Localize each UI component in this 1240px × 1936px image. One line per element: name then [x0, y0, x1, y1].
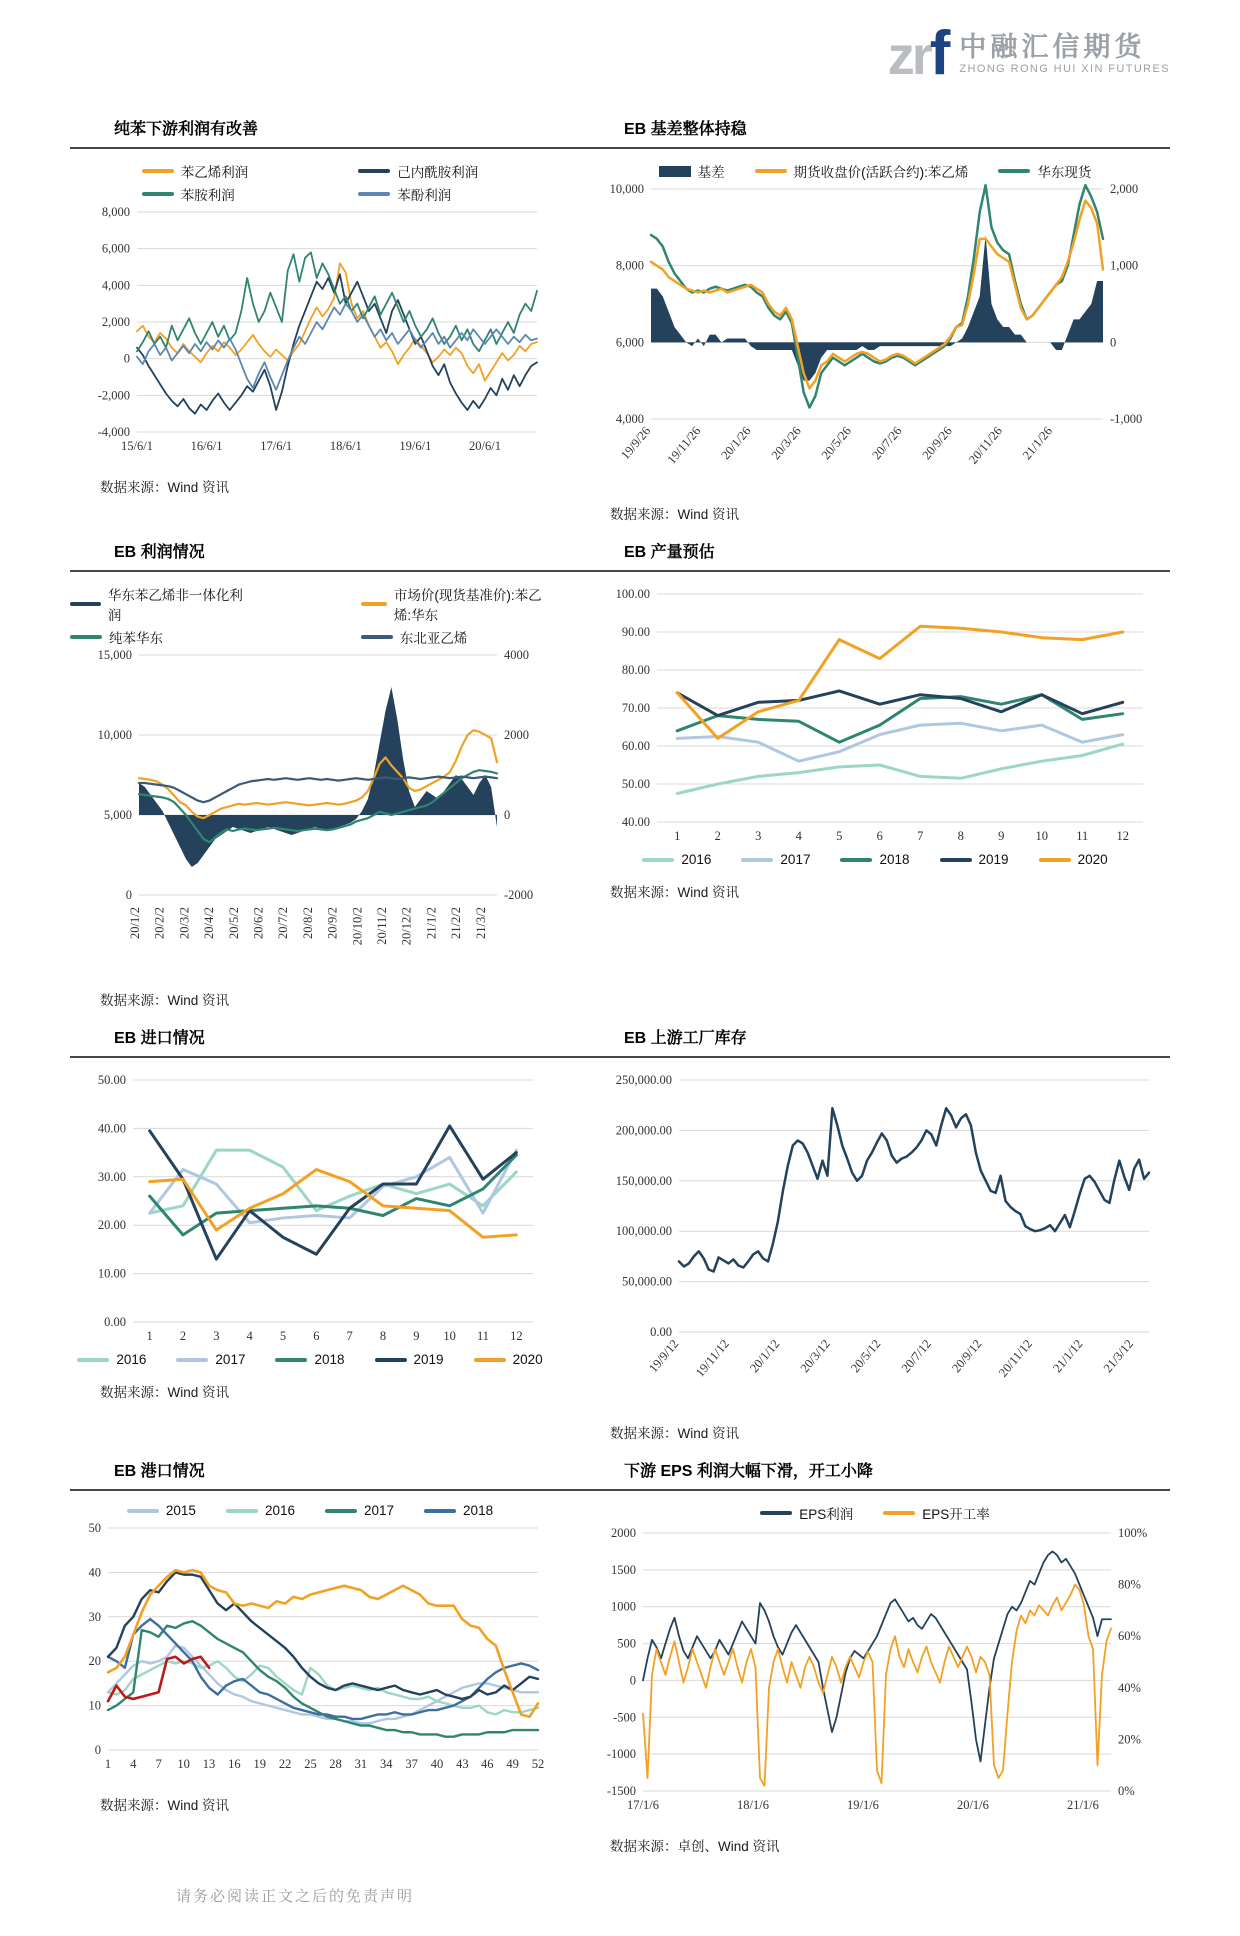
legend-label: 2016 [681, 852, 712, 867]
legend-label: 2020 [1077, 852, 1108, 867]
svg-text:5: 5 [279, 1329, 287, 1343]
legend-label: 2015 [165, 1503, 196, 1518]
svg-text:19/1/6: 19/1/6 [846, 1798, 879, 1812]
svg-text:19/11/26: 19/11/26 [664, 423, 704, 467]
svg-text:2: 2 [714, 829, 721, 843]
svg-text:16/6/1: 16/6/1 [190, 439, 223, 453]
svg-text:1: 1 [104, 1757, 112, 1771]
svg-text:-2000: -2000 [504, 888, 534, 902]
svg-text:0: 0 [125, 888, 132, 902]
data-source: 数据来源：Wind 资讯 [610, 885, 740, 900]
panel-eb-imports [70, 1066, 550, 1401]
svg-text:40.00: 40.00 [621, 815, 650, 829]
svg-text:50.00: 50.00 [621, 777, 650, 791]
legend-item [325, 1503, 394, 1518]
chart-title: EB 进口情况 [114, 1030, 205, 1047]
svg-text:15,000: 15,000 [97, 649, 132, 662]
chart-svg [585, 1525, 1165, 1817]
legend-label: 东北亚乙烯 [399, 631, 468, 646]
svg-text:20/2/2: 20/2/2 [152, 907, 167, 939]
legend-item [474, 1352, 543, 1367]
legend-swatch-icon [358, 169, 390, 173]
legend-label: 2018 [314, 1352, 345, 1367]
svg-text:0: 0 [1110, 335, 1117, 350]
svg-text:46: 46 [481, 1757, 494, 1771]
legend-label: 基差 [697, 165, 725, 180]
legend-label: 苯胺利润 [180, 188, 235, 203]
legend-label: EPS开工率 [922, 1507, 990, 1522]
legend-item [361, 627, 468, 647]
legend-label: 2019 [978, 852, 1009, 867]
svg-text:5,000: 5,000 [103, 808, 132, 822]
svg-text:1: 1 [146, 1329, 153, 1343]
legend-swatch-icon [998, 169, 1030, 173]
svg-text:7: 7 [155, 1757, 162, 1771]
svg-text:0%: 0% [1118, 1784, 1135, 1798]
legend-swatch-icon [127, 1509, 159, 1513]
svg-text:20/11/12: 20/11/12 [995, 1336, 1035, 1380]
panel-eps-profit-operating-rate [580, 1499, 1170, 1855]
legend-label: 2017 [364, 1503, 395, 1518]
title-rule [70, 570, 1170, 572]
svg-text:2: 2 [179, 1329, 187, 1343]
svg-text:7: 7 [346, 1329, 353, 1343]
svg-text:19/9/26: 19/9/26 [618, 423, 654, 463]
svg-text:10: 10 [443, 1329, 456, 1343]
svg-text:43: 43 [456, 1757, 469, 1771]
svg-text:6,000: 6,000 [101, 241, 130, 256]
svg-text:49: 49 [506, 1757, 519, 1771]
legend-label: 纯苯华东 [109, 631, 163, 646]
chart-legend [127, 1503, 493, 1518]
svg-text:20/4/2: 20/4/2 [202, 907, 217, 939]
legend-label: 2018 [463, 1503, 494, 1518]
legend-label: 市场价(现货基准价):苯乙烯:华东 [393, 588, 542, 623]
legend-label: 2016 [116, 1352, 147, 1367]
svg-text:20/1/6: 20/1/6 [956, 1798, 989, 1812]
data-source: 数据来源：Wind 资讯 [100, 1385, 230, 1400]
legend-label: 己内酰胺利润 [397, 165, 479, 180]
svg-text:-1500: -1500 [606, 1784, 636, 1798]
svg-text:20/7/2: 20/7/2 [276, 907, 291, 939]
panel-benzene-downstream-profit [70, 157, 550, 496]
chart-legend [70, 584, 550, 647]
legend-swatch-icon [883, 1511, 915, 1515]
legend-item [940, 852, 1009, 867]
svg-text:4: 4 [246, 1329, 253, 1343]
svg-text:20/1/26: 20/1/26 [718, 423, 754, 463]
svg-text:21/1/26: 21/1/26 [1019, 423, 1056, 463]
legend-swatch-icon [659, 166, 691, 177]
legend-label: 2017 [215, 1352, 246, 1367]
svg-text:1000: 1000 [611, 1599, 636, 1614]
legend-swatch-icon [142, 192, 174, 196]
svg-text:80.00: 80.00 [621, 663, 650, 677]
svg-text:0.00: 0.00 [104, 1315, 126, 1329]
svg-text:20/10/2: 20/10/2 [350, 907, 365, 946]
svg-text:4: 4 [795, 829, 802, 843]
svg-text:0.00: 0.00 [650, 1325, 672, 1339]
svg-text:40: 40 [88, 1565, 101, 1580]
legend-item [840, 852, 909, 867]
chart-svg [70, 1520, 550, 1776]
svg-text:4000: 4000 [504, 649, 529, 662]
data-source: 数据来源：卓创、Wind 资讯 [610, 1839, 780, 1854]
page-footer [70, 1885, 1170, 1906]
svg-text:-1,000: -1,000 [1110, 412, 1143, 426]
data-source: 数据来源：Wind 资讯 [610, 1426, 740, 1441]
svg-text:18/1/6: 18/1/6 [737, 1798, 769, 1812]
chart-title: 下游 EPS 利润大幅下滑，开工小降 [624, 1463, 873, 1480]
legend-item [883, 1503, 990, 1523]
svg-text:4: 4 [130, 1757, 137, 1771]
svg-text:60%: 60% [1118, 1629, 1141, 1644]
svg-text:19/6/1: 19/6/1 [399, 439, 432, 453]
svg-text:40: 40 [430, 1757, 444, 1771]
legend-label: 华东现货 [1037, 165, 1092, 180]
svg-text:60.00: 60.00 [621, 739, 650, 753]
svg-text:8,000: 8,000 [615, 258, 644, 273]
legend-label: 2019 [413, 1352, 444, 1367]
data-source: 数据来源：Wind 资讯 [100, 480, 230, 495]
svg-text:20/7/12: 20/7/12 [898, 1336, 934, 1376]
legend-item [998, 161, 1091, 181]
svg-text:0: 0 [123, 351, 130, 366]
legend-item [760, 1503, 853, 1523]
svg-text:30.00: 30.00 [97, 1169, 126, 1184]
chart-row-1 [70, 116, 1170, 523]
svg-text:37: 37 [405, 1757, 418, 1771]
svg-text:28: 28 [329, 1757, 342, 1771]
legend-swatch-icon [1039, 858, 1071, 862]
svg-text:2,000: 2,000 [101, 315, 130, 329]
legend-item [1039, 852, 1108, 867]
panel-eb-basis [580, 157, 1170, 523]
svg-text:20/5/12: 20/5/12 [848, 1336, 884, 1376]
chart-legend [659, 161, 1092, 181]
legend-swatch-icon [70, 602, 101, 606]
svg-text:19/9/12: 19/9/12 [646, 1336, 682, 1376]
svg-text:200,000.00: 200,000.00 [615, 1123, 672, 1138]
legend-swatch-icon [840, 858, 872, 862]
legend-swatch-icon [741, 858, 773, 862]
svg-text:0: 0 [94, 1743, 101, 1757]
svg-text:100.00: 100.00 [615, 587, 650, 601]
svg-text:13: 13 [202, 1757, 216, 1771]
legend-label: 期货收盘价(活跃合约):苯乙烯 [793, 165, 969, 180]
svg-text:8: 8 [957, 829, 964, 843]
svg-text:20/6/2: 20/6/2 [251, 907, 266, 939]
logo-mark-icon: zrf [887, 19, 948, 88]
chart-svg [595, 586, 1155, 848]
legend-swatch-icon [226, 1509, 258, 1513]
legend-item [176, 1352, 245, 1367]
svg-text:4,000: 4,000 [615, 412, 644, 426]
data-source: 数据来源：Wind 资讯 [610, 507, 740, 522]
svg-text:21/3/12: 21/3/12 [1100, 1336, 1137, 1376]
panel-eb-port-inventory [70, 1499, 550, 1814]
svg-text:20/7/26: 20/7/26 [869, 423, 905, 463]
legend-swatch-icon [77, 1358, 109, 1362]
legend-swatch-icon [361, 635, 393, 639]
legend-item [226, 1503, 295, 1518]
svg-text:10: 10 [88, 1698, 101, 1713]
panel-eb-profit [70, 580, 550, 1009]
legend-item [142, 161, 249, 181]
legend-label: 苯酚利润 [397, 188, 452, 203]
svg-text:15/6/1: 15/6/1 [121, 439, 153, 453]
svg-text:20/9/2: 20/9/2 [325, 907, 340, 939]
svg-text:10,000: 10,000 [609, 183, 644, 196]
legend-label: 2020 [512, 1352, 543, 1367]
svg-text:20/8/2: 20/8/2 [300, 907, 315, 939]
legend-label: 苯乙烯利润 [180, 165, 249, 180]
legend-item [70, 627, 163, 647]
legend-swatch-icon [142, 169, 174, 173]
svg-text:3: 3 [755, 829, 762, 843]
svg-text:20/3/12: 20/3/12 [797, 1336, 833, 1376]
svg-text:17/1/6: 17/1/6 [627, 1798, 659, 1812]
svg-text:17/6/1: 17/6/1 [260, 439, 293, 453]
chart-title: EB 港口情况 [114, 1463, 205, 1480]
company-logo [887, 19, 1170, 88]
svg-text:20/9/26: 20/9/26 [919, 423, 955, 463]
legend-swatch-icon [325, 1509, 357, 1513]
chart-row-2 [70, 539, 1170, 1009]
svg-text:250,000.00: 250,000.00 [615, 1073, 672, 1087]
legend-swatch-icon [760, 1511, 792, 1515]
data-source: 数据来源：Wind 资讯 [100, 993, 230, 1008]
chart-svg [75, 649, 545, 971]
legend-item [375, 1352, 444, 1367]
title-rule [70, 1056, 1170, 1058]
chart-row-3 [70, 1025, 1170, 1442]
svg-text:-4,000: -4,000 [97, 425, 130, 439]
chart-svg [75, 206, 545, 458]
svg-text:20/3/26: 20/3/26 [768, 423, 804, 463]
svg-text:20/5/2: 20/5/2 [226, 907, 241, 939]
title-rule [70, 1489, 1170, 1491]
legend-item [642, 852, 711, 867]
svg-text:500: 500 [617, 1636, 636, 1651]
legend-swatch-icon [755, 169, 787, 173]
legend-item [361, 584, 550, 624]
svg-text:2,000: 2,000 [1110, 183, 1139, 196]
svg-text:20/12/2: 20/12/2 [399, 907, 414, 946]
svg-text:31: 31 [354, 1757, 368, 1771]
svg-text:20/1/2: 20/1/2 [128, 907, 142, 939]
chart-title: EB 上游工厂库存 [624, 1030, 747, 1047]
svg-text:52: 52 [531, 1757, 545, 1771]
svg-text:150,000.00: 150,000.00 [615, 1173, 672, 1188]
svg-text:34: 34 [379, 1757, 393, 1771]
svg-text:10: 10 [177, 1757, 190, 1771]
svg-text:21/1/6: 21/1/6 [1066, 1798, 1099, 1812]
legend-swatch-icon [424, 1509, 456, 1513]
legend-swatch-icon [70, 635, 102, 639]
chart-title: EB 基差整体持稳 [624, 121, 747, 138]
svg-text:21/1/2: 21/1/2 [424, 907, 439, 939]
legend-label: 华东苯乙烯非一体化利润 [107, 588, 243, 623]
svg-text:7: 7 [917, 829, 924, 843]
svg-text:16: 16 [228, 1757, 241, 1771]
svg-text:8,000: 8,000 [101, 206, 130, 219]
svg-text:90.00: 90.00 [621, 625, 650, 639]
svg-text:70.00: 70.00 [621, 701, 650, 715]
legend-swatch-icon [275, 1358, 307, 1362]
svg-text:4,000: 4,000 [101, 278, 130, 293]
chart-title: 纯苯下游利润有改善 [114, 121, 259, 138]
svg-text:19: 19 [253, 1757, 267, 1771]
page-header [70, 8, 1170, 100]
chart-legend [142, 161, 479, 204]
svg-text:22: 22 [278, 1757, 292, 1771]
svg-text:12: 12 [510, 1329, 523, 1343]
legend-item [358, 161, 478, 181]
svg-text:19/11/12: 19/11/12 [692, 1336, 732, 1380]
svg-text:9: 9 [998, 829, 1005, 843]
panel-eb-upstream-inventory [580, 1066, 1170, 1442]
svg-text:20/1/12: 20/1/12 [747, 1336, 783, 1376]
svg-text:20%: 20% [1118, 1732, 1141, 1747]
svg-text:30: 30 [88, 1609, 101, 1624]
svg-text:20/5/26: 20/5/26 [818, 423, 854, 463]
legend-item [127, 1503, 196, 1518]
svg-text:0: 0 [629, 1673, 636, 1688]
svg-text:21/2/2: 21/2/2 [449, 907, 464, 939]
svg-text:20/9/12: 20/9/12 [949, 1336, 985, 1376]
data-source: 数据来源：Wind 资讯 [100, 1798, 230, 1813]
title-rule [70, 147, 1170, 149]
legend-item [70, 584, 251, 624]
svg-text:0: 0 [504, 808, 511, 822]
svg-text:3: 3 [213, 1329, 220, 1343]
legend-item [275, 1352, 344, 1367]
legend-item [142, 184, 235, 204]
svg-text:10.00: 10.00 [97, 1266, 126, 1281]
chart-svg [585, 183, 1165, 485]
legend-swatch-icon [940, 858, 972, 862]
svg-text:20.00: 20.00 [97, 1218, 126, 1233]
legend-item [755, 161, 969, 181]
svg-text:50.00: 50.00 [97, 1073, 126, 1087]
svg-text:2000: 2000 [611, 1526, 636, 1540]
chart-svg [585, 1072, 1165, 1404]
disclaimer-text: 请务必阅读正文之后的免责声明 [176, 1888, 415, 1905]
chart-legend [77, 1352, 542, 1367]
svg-text:21/3/2: 21/3/2 [473, 907, 488, 939]
legend-swatch-icon [474, 1358, 506, 1362]
svg-text:25: 25 [304, 1757, 317, 1771]
legend-swatch-icon [642, 858, 674, 862]
svg-text:-2,000: -2,000 [97, 388, 130, 403]
svg-text:6: 6 [313, 1329, 320, 1343]
svg-text:-500: -500 [613, 1710, 636, 1725]
legend-label: 2017 [780, 852, 811, 867]
legend-swatch-icon [375, 1358, 407, 1362]
svg-text:50,000.00: 50,000.00 [622, 1274, 672, 1289]
svg-text:20: 20 [88, 1654, 101, 1669]
legend-swatch-icon [176, 1358, 208, 1362]
chart-svg [75, 1072, 545, 1348]
company-name-cn: 中融汇信期货 [959, 32, 1146, 63]
legend-swatch-icon [358, 192, 390, 196]
svg-text:6,000: 6,000 [615, 335, 644, 350]
svg-text:11: 11 [1076, 829, 1089, 843]
svg-text:1500: 1500 [611, 1562, 636, 1577]
svg-text:20/6/1: 20/6/1 [469, 439, 501, 453]
svg-text:-1000: -1000 [606, 1747, 636, 1762]
company-name-en: ZHONG RONG HUI XIN FUTURES [959, 62, 1170, 75]
svg-text:11: 11 [476, 1329, 490, 1343]
svg-text:5: 5 [836, 829, 843, 843]
legend-item [358, 184, 451, 204]
svg-text:40%: 40% [1118, 1680, 1141, 1695]
svg-text:9: 9 [413, 1329, 420, 1343]
svg-text:6: 6 [876, 829, 883, 843]
legend-label: 2016 [264, 1503, 295, 1518]
svg-text:18/6/1: 18/6/1 [329, 439, 362, 453]
svg-text:20/11/26: 20/11/26 [965, 423, 1005, 467]
svg-text:80%: 80% [1118, 1577, 1141, 1592]
svg-text:1: 1 [674, 829, 681, 843]
svg-text:20/3/2: 20/3/2 [177, 907, 192, 939]
legend-item [741, 852, 810, 867]
chart-title: EB 利润情况 [114, 544, 205, 561]
legend-swatch-icon [361, 602, 387, 606]
legend-item [424, 1503, 493, 1518]
chart-row-4 [70, 1458, 1170, 1855]
svg-text:12: 12 [1116, 829, 1129, 843]
legend-item [659, 161, 725, 181]
svg-text:40.00: 40.00 [97, 1121, 126, 1136]
legend-label: 2018 [879, 852, 910, 867]
chart-title: EB 产量预估 [624, 544, 715, 561]
svg-text:20/11/2: 20/11/2 [375, 907, 390, 945]
svg-text:21/1/12: 21/1/12 [1050, 1336, 1086, 1376]
svg-text:100,000.00: 100,000.00 [615, 1224, 672, 1239]
chart-legend [642, 852, 1107, 867]
svg-text:8: 8 [379, 1329, 387, 1343]
chart-legend [760, 1503, 990, 1523]
svg-text:2000: 2000 [504, 728, 529, 742]
svg-text:100%: 100% [1118, 1526, 1148, 1540]
svg-text:50: 50 [88, 1521, 101, 1535]
legend-item [77, 1352, 146, 1367]
panel-eb-output-forecast [580, 580, 1170, 901]
svg-text:10,000: 10,000 [97, 728, 132, 742]
svg-text:1,000: 1,000 [1110, 258, 1139, 273]
legend-label: EPS利润 [799, 1507, 854, 1522]
svg-text:10: 10 [1035, 829, 1048, 843]
